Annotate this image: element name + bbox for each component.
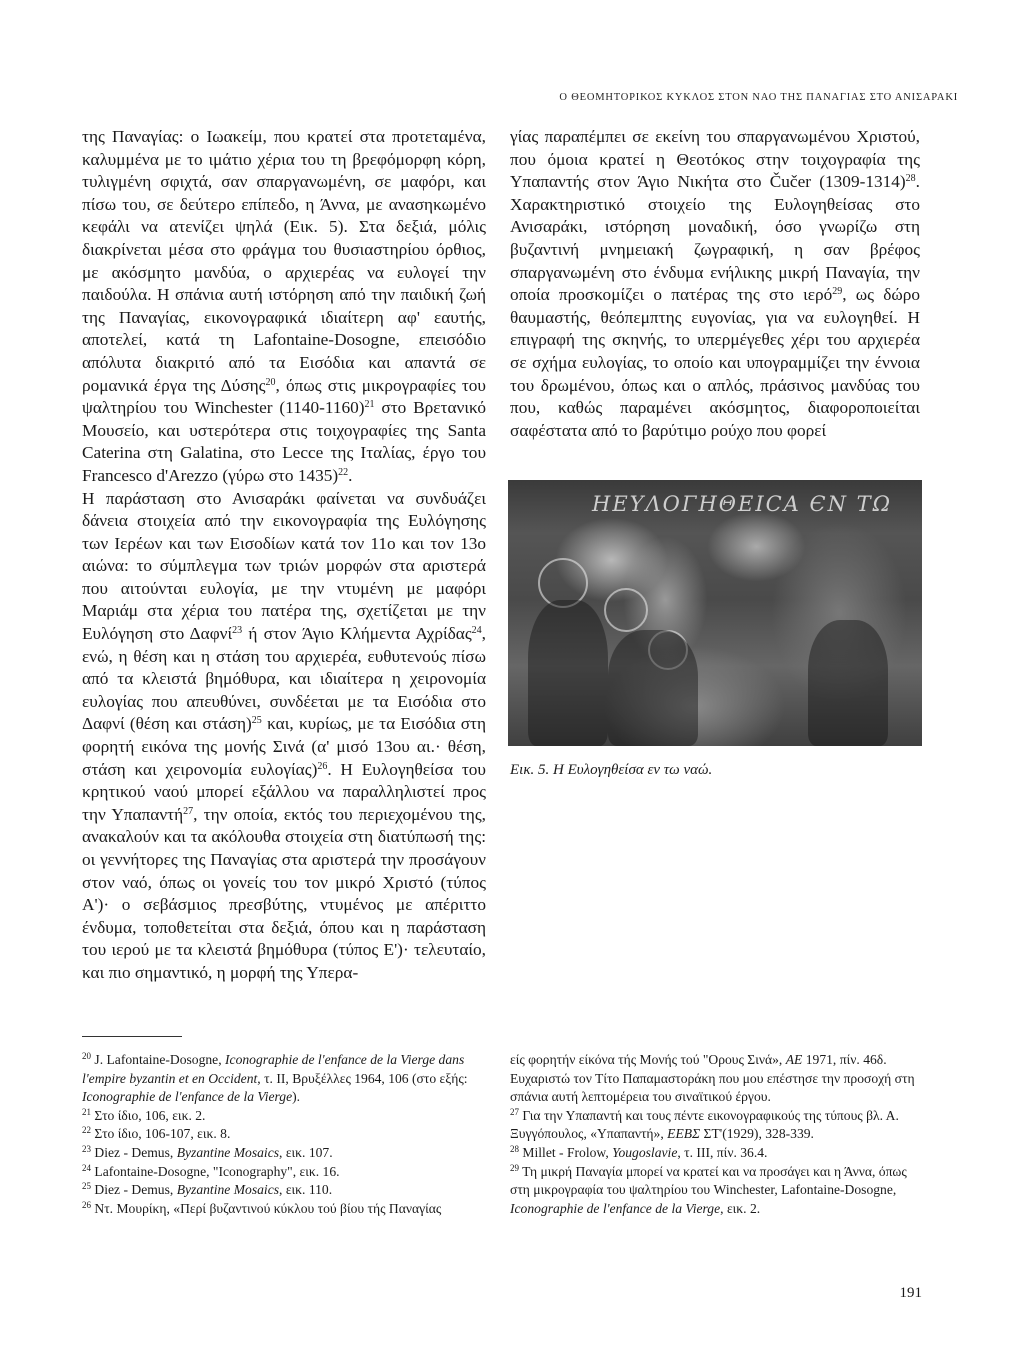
- footnote-23: $^{23}$ Diez - Demus, Byzantine Mosaics, εικ. 107.: [82, 1143, 333, 1160]
- footnote-29: $^{29}$ Τη μικρή Παναγία μπορεί να κρατεί και να προσάγει και η Άννα, όπως στη μικρογραφία του ψαλτηρίου του Winchester, Lafontaine-Dosogne, Iconographie de l'enfance de la Vierge, εικ. 2.: [510, 1162, 907, 1216]
- footnote-26: $^{26}$ Ντ. Μουρίκη, «Περί βυζαντινού κύκλου τού βίου τής Παναγίας: [82, 1199, 442, 1216]
- figure-shape: [808, 620, 888, 746]
- figure-caption: Εικ. 5. Η Ευλογηθείσα εν τω ναώ.: [510, 762, 713, 778]
- footnote-ref-28[interactable]: 28: [905, 173, 916, 185]
- footnote-24: $^{24}$ Lafontaine-Dosogne, "Iconography", εικ. 16.: [82, 1162, 340, 1179]
- body-column-right: [510, 126, 920, 442]
- figure-shape: [528, 600, 608, 746]
- footnote-ref-25[interactable]: 25: [251, 715, 262, 727]
- halo-shape: [604, 588, 648, 632]
- footnote-22: $^{22}$ Στο ίδιο, 106-107, εικ. 8.: [82, 1125, 231, 1142]
- footnote-ref-29[interactable]: 29: [832, 286, 843, 298]
- footnote-rule: [82, 1036, 182, 1037]
- footnote-25: $^{25}$ Diez - Demus, Byzantine Mosaics, εικ. 110.: [82, 1181, 333, 1198]
- paragraph-1: της Παναγίας: ο Ιωακείμ, που κρατεί στα προτεταμένα, καλυμμένα με το ιμάτιο χέρια του τη βρεφόμορφη κόρη, τυλιγμένη σφιχτά, σαν σπαργανωμένη, σε μαφόρι, και πίσω του, σε δεύτερο επίπεδο, η Άννα, με ανασηκωμένο κεφάλι να ατενίζει ψηλά (Εικ. 5). Στα δεξιά, μόλις διακρίνεται μέσα στο φράγμα του θυσιαστηρίου όρθιος, με ακόσμητο μανδύα, ο αρχιερέας να ευλογεί την παιδούλα. Η σπάνια αυτή ιστόρηση από την παιδική ζωή της Παναγίας, εικονογραφικά ιδιαίτερη αφ' εαυτής, αποτελεί, κατά τη Lafontaine-Dosogne, επεισόδιο απόλυτα διακριτό από τα Εισόδια και απαντά σε ρομανικά έργα της Δύσης$^{20}$, όπως στις μικρογραφίες του ψαλτηρίου του Winchester (1140-1160)$^{21}$ στο Βρετανικό Μουσείο, και υστερότερα στις τοιχογραφίες της Santa Caterina στη Galatina, στο Lecce της Ιταλίας, έργο του Francesco d'Arezzo (γύρω στο 1435)$^{22}$.: [82, 127, 486, 485]
- footnote-ref-26[interactable]: 26: [317, 760, 328, 772]
- footnote-ref-22[interactable]: 22: [338, 466, 349, 478]
- paragraph-2: Η παράσταση στο Ανισαράκι φαίνεται να συνδυάζει δάνεια στοιχεία από την εικονογραφία της Ευλόγησης των Ιερέων και των Εισοδίων κατά τον 11ο και τον 13ο αιώνα: το σύμπλεγμα των τριών μορφών στα αριστερά που αιτούνται ευλογία, με την ντυμένη με μαφόρι Μαριάμ στα χέρια του πατέρα της, σχετίζεται με την Ευλόγηση στο Δαφνί$^{23}$ ή στον Άγιο Κλήμεντα Αχρίδας$^{24}$, ενώ, η θέση και η στάση του αρχιερέα, ευθυτενούς πίσω από τα κλειστά βημόθυρα, και ιδιαίτερα η χειρονομία ευλογίας που απευθύνει, συνδέεται με τα Εισόδια στο Δαφνί (θέση και στάση)$^{25}$ και, κυρίως, με τα Εισόδια στη φορητή εικόνα της μονής Σινά (α' μισό 13ου αι.· θέση, στάση και χειρονομία ευλογίας)$^{26}$. Η Ευλογηθείσα του κρητικού ναού μπορεί εξάλλου να παραλληλιστεί προς την Υπαπαντή$^{27}$, την οποία, εκτός του περιεχομένου της, ανακαλούν και τα ακόλουθα στοιχεία στη διατύπωσή της: οι γεννήτορες της Παναγίας στα αριστερά την προσάγουν στον ναό, όπως οι γονείς του τον μικρό Χριστό (τύπος Α')· ο σεβάσμιος πρεσβύτης, ντυμένος με απέριττο ένδυμα, τοποθετείται στα δεξιά, όπου και η παράσταση του ιερού με τα κλειστά βημόθυρα (τύπος Ε')· τελευταίο, και πιο σημαντικό, η μορφή της Υπερα-: [82, 488, 487, 982]
- paragraph-3: γίας παραπέμπει σε εκείνη του σπαργανωμένου Χριστού, που όμοια κρατεί η Θεοτόκος στην τοιχογραφία της Υπαπαντής στον Άγιο Νικήτα στο Čučer (1309-1314)$^{28}$. Χαρακτηριστικό στοιχείο της Ευλογηθείσας στο Ανισαράκι, ιστόρηση μοναδική, όσο γνωρίζω στη βυζαντινή μνημειακή ζωγραφική, η σαν βρέφος σπαργανωμένη στο ένδυμα ενήλικης μικρή Παναγία, την οποία προσκομίζει ο πατέρας της στο ιερό$^{29}$, ως δώρο θαυμαστής, θεόπεμπτης ευγονίας, για να ευλογηθεί. Η επιγραφή της σκηνής, το υπερμέγεθες χέρι του αρχιερέα σε σχήμα ευλογίας, το οποίο και υπογραμμίζει την έννοια του δρωμένου, όπως και ο απλός, πράσινος μανδύας του που, καθώς παραμένει ακόσμητος, διαφοροποιείται σαφέστατα από το βαρύτιμο ρούχο που φορεί: [510, 127, 921, 440]
- footnotes-left: [82, 1051, 488, 1218]
- footnote-28: $^{28}$ Millet - Frolow, Yougoslavie, τ. III, πίν. 36.4.: [510, 1143, 768, 1160]
- footnote-ref-21[interactable]: 21: [364, 399, 375, 411]
- footnote-ref-20[interactable]: 20: [265, 376, 276, 388]
- footnote-21: $^{21}$ Στο ίδιο, 106, εικ. 2.: [82, 1106, 206, 1123]
- footnotes-right: [510, 1051, 920, 1218]
- footnote-20: $^{20}$ J. Lafontaine-Dosogne, Iconographie de l'enfance de la Vierge dans l'empire byzantin et en Occident, τ. II, Βρυξέλλες 1964, 106 (στο εξής: Iconographie de l'enfance de la Vierge).: [82, 1051, 468, 1105]
- footnote-26-continued: είς φορητήν είκόνα τής Μονής τού "Ορους Σινά», ΑΕ 1971, πίν. 46δ. Ευχαριστώ τον Τίτο Παπαμαστοράκη που μου επέστησε την προσοχή στη σπάνια αυτή λεπτομέρεια του σιναϊτικού έργου.: [510, 1052, 915, 1105]
- fresco-photograph: [508, 480, 922, 746]
- page-number: 191: [899, 1285, 922, 1301]
- footnote-ref-23[interactable]: 23: [232, 625, 243, 637]
- footnote-ref-24[interactable]: 24: [471, 625, 482, 637]
- body-column-left: [82, 126, 486, 985]
- figure-shape: [608, 630, 698, 746]
- footnote-27: $^{27}$ Για την Υπαπαντή και τους πέντε εικονογραφικούς της τύπους βλ. Α. Ξυγγόπουλος, «Υπαπαντή», ΕΕΒΣ ΣΤ'(1929), 328-339.: [510, 1106, 899, 1142]
- footnote-ref-27[interactable]: 27: [183, 805, 194, 817]
- fresco-inscription: ΗΕΥΛΟΓΗΘΕΙCΑ ЄΝ ΤΩ: [592, 492, 893, 516]
- running-head: Ο ΘΕΟΜΗΤΟΡΙΚΟΣ ΚΥΚΛΟΣ ΣΤΟΝ ΝΑΟ ΤΗΣ ΠΑΝΑΓΙΑΣ ΣΤΟ ΑΝΙΣΑΡΑΚΙ: [559, 92, 958, 103]
